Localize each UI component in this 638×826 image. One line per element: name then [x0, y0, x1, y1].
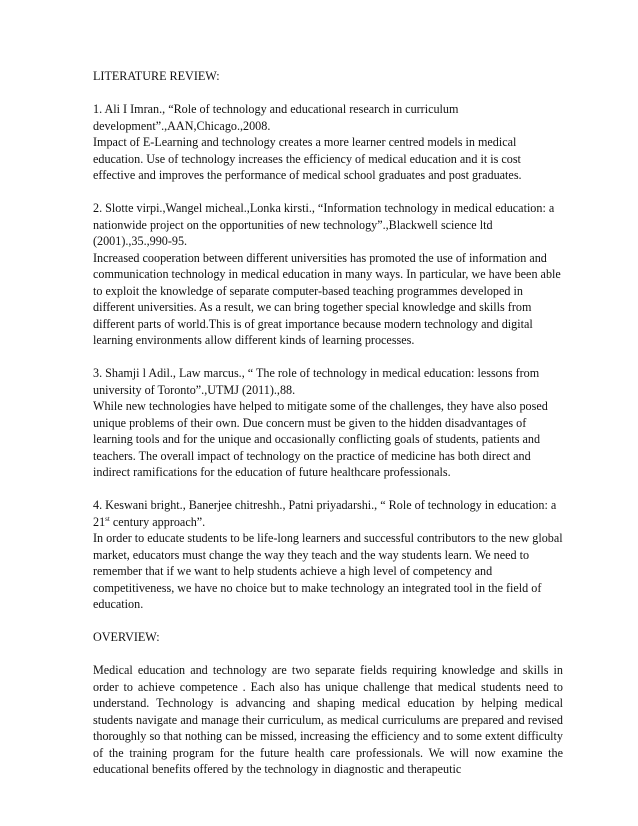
entry-4-citation [93, 497, 563, 530]
entry-1-citation: 1. Ali I Imran., “Role of technology and educational research in curriculum development”.,AAN,Chicago.,2008. [93, 102, 459, 133]
entry-3-citation: 3. Shamji l Adil., Law marcus., “ The role of technology in medical education: lessons from university of Toronto”.,UTMJ (2011).,88. [93, 366, 540, 397]
literature-entry-2 [93, 200, 563, 349]
entry-4-citation-start: 4. Keswani bright., Banerjee chitreshh., Patni priyadarshi., “ Role of technology in education: a 21 [93, 498, 557, 529]
entry-1-summary: Impact of E-Learning and technology creates a more learner centred models in medical education. Use of technology increases the efficiency of medical education and it is cost effective and improves the performance of medical school graduates and post graduates. [93, 135, 522, 182]
document-page [93, 68, 563, 794]
overview-paragraph: Medical education and technology are two separate fields requiring knowledge and skills in order to achieve competence . Each also has unique challenge that medical students need to understand. Technology is advancing and shaping medical education by helping medical students navigate and manage their curriculum, as medical curriculums are prepared and revised thoroughly so that nothing can be missed, increasing the efficiency and to some extent difficulty of the training program for the future health care professionals. We will now examine the educational benefits offered by the technology in diagnostic and therapeutic [93, 663, 563, 776]
literature-review-heading: LITERATURE REVIEW: [93, 69, 220, 83]
entry-3-summary: While new technologies have helped to mitigate some of the challenges, they have also posed unique problems of their own. Due concern must be given to the hidden disadvantages of learning tools and for the unique and occasionally conflicting goals of students, patients and teachers. The overall impact of technology on the practice of medicine has both direct and indirect ramifications for the education of future healthcare professionals. [93, 399, 548, 479]
overview-heading: OVERVIEW: [93, 630, 160, 644]
entry-4-citation-end: century approach”. [109, 514, 206, 529]
literature-entry-4 [93, 497, 563, 613]
entry-2-citation: 2. Slotte virpi.,Wangel micheal.,Lonka kirsti., “Information technology in medical education: a nationwide project on the opportunities of new technology”.,Blackwell science ltd (2001).,35.,990-95. [93, 201, 555, 248]
entry-4-citation-superscript: st [105, 514, 110, 523]
literature-entry-1 [93, 101, 563, 184]
entry-4-summary: In order to educate students to be life-long learners and successful contributors to the new global market, educators must change the way they teach and the way students learn. We need to remember that if we want to help students achieve a high level of competency and competitiveness, we have no choice but to make technology an integrated tool in the field of education. [93, 531, 563, 611]
literature-entry-3 [93, 365, 563, 481]
entry-2-summary: Increased cooperation between different universities has promoted the use of information and communication technology in medical education in many ways. In particular, we have been able to exploit the knowledge of separate computer-based teaching programmes developed in different universities. As a result, we can bring together special knowledge and skills from different parts of world.This is of great importance because modern technology and digital learning environments allow different kinds of learning processes. [93, 250, 561, 347]
